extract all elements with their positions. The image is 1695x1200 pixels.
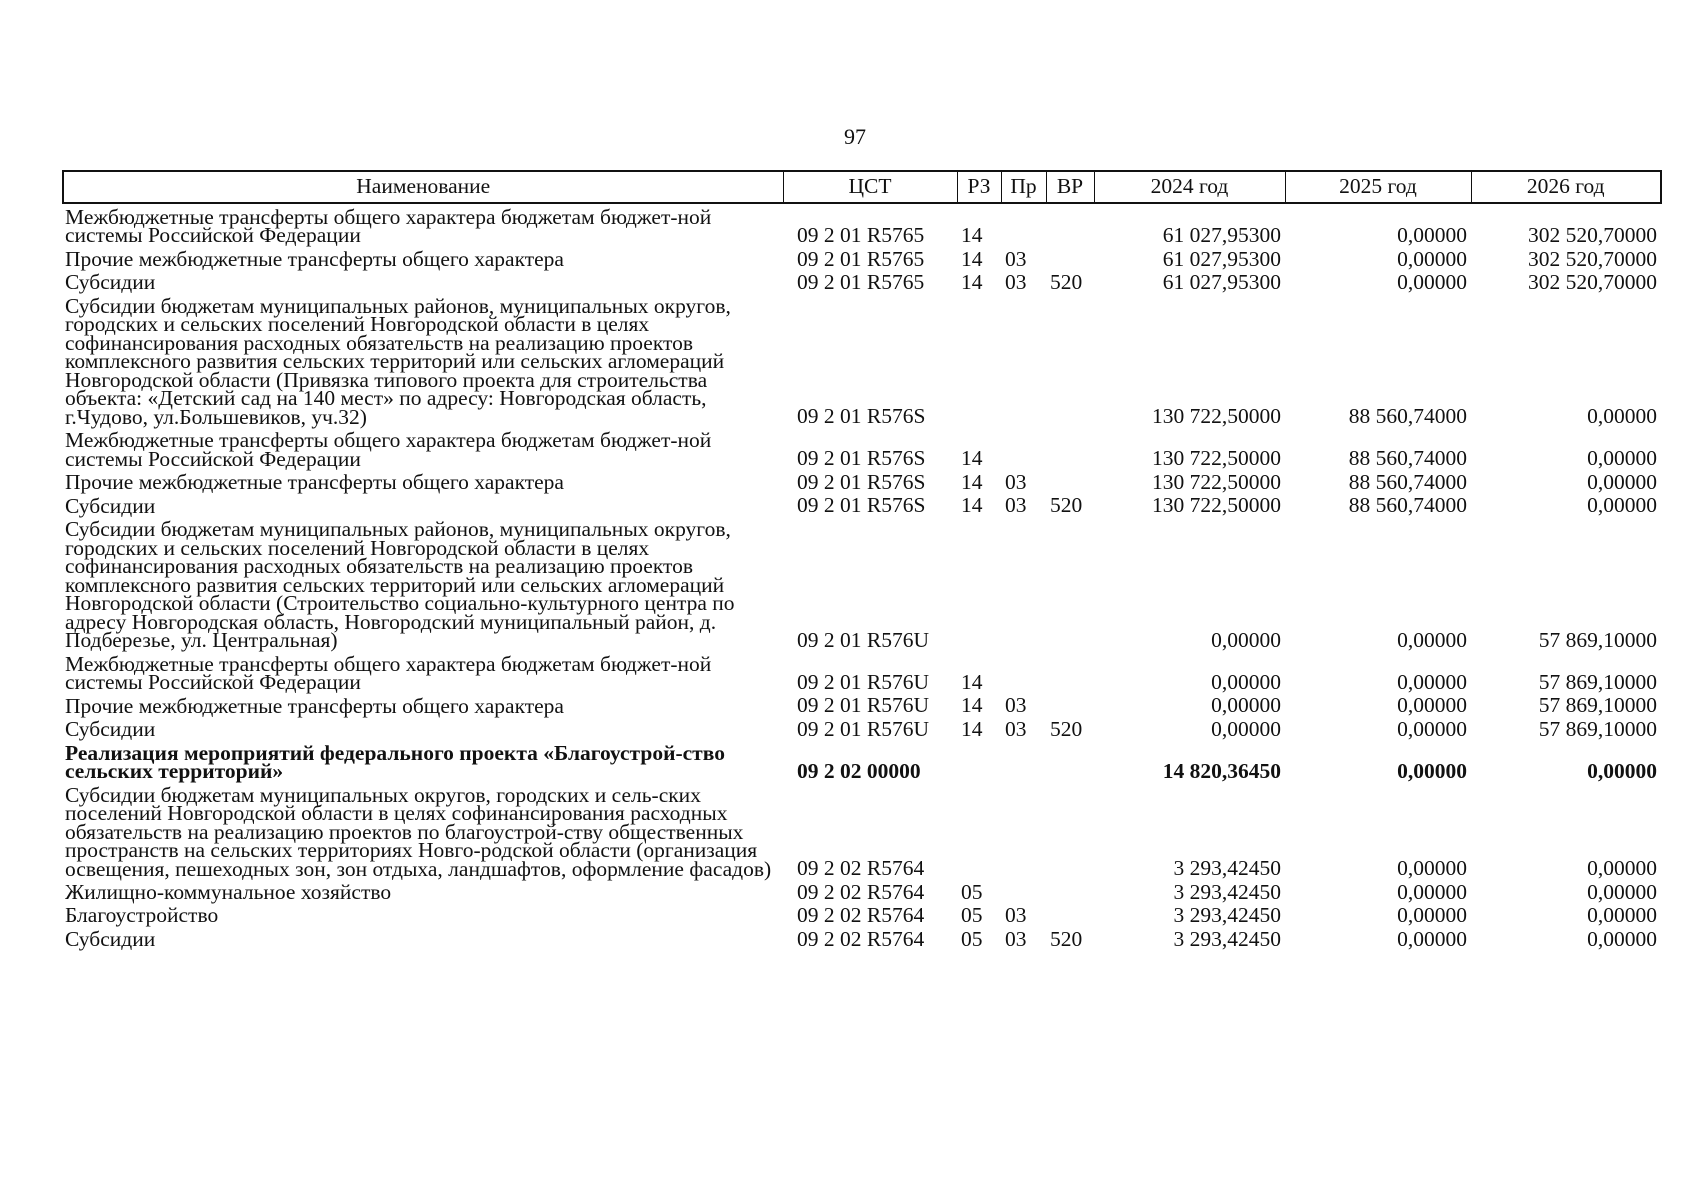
- row-2026-value: 57 869,10000: [1538, 669, 1657, 694]
- row-2026-value: 0,00000: [1587, 469, 1657, 494]
- row-name: Реализация мероприятий федерального проекта «Благоустрой-ство сельских территорий»: [65, 740, 725, 784]
- row-name: Жилищно-коммунальное хозяйство: [65, 879, 392, 904]
- row-rz: 05: [961, 903, 983, 928]
- header-pr: Пр: [1001, 171, 1046, 203]
- row-rz: 14: [961, 270, 983, 295]
- table-row: [63, 926, 1661, 949]
- header-vr: ВР: [1046, 171, 1094, 203]
- row-2025-value: 0,00000: [1397, 926, 1467, 951]
- table-row: [63, 516, 1661, 650]
- row-rz: 14: [961, 716, 983, 741]
- row-2024-value: 0,00000: [1211, 627, 1281, 652]
- row-cst: 09 2 01 R5765: [797, 223, 925, 248]
- row-vr: [1046, 516, 1094, 650]
- row-vr: [1046, 293, 1094, 427]
- table-row: [63, 469, 1661, 492]
- row-cst: 09 2 01 R576U: [797, 627, 929, 652]
- row-pr: 03: [1005, 926, 1027, 951]
- table-row: [63, 651, 1661, 693]
- row-cst: 09 2 02 R5764: [797, 856, 925, 881]
- row-2026-value: 0,00000: [1587, 903, 1657, 928]
- row-2024-value: 61 027,95300: [1162, 246, 1281, 271]
- row-vr: 520: [1050, 493, 1083, 518]
- row-2025-value: 0,00000: [1397, 223, 1467, 248]
- header-cst: ЦСТ: [783, 171, 957, 203]
- table-row: [63, 782, 1661, 879]
- row-2024-value: 3 293,42450: [1173, 879, 1281, 904]
- row-name: Межбюджетные трансферты общего характера бюджетам бюджет-ной системы Российской Федерации: [65, 205, 712, 248]
- row-cst: 09 2 02 R5764: [797, 903, 925, 928]
- row-vr: [1046, 469, 1094, 492]
- page-number: 97: [844, 124, 866, 149]
- row-2024-value: 0,00000: [1211, 716, 1281, 741]
- row-vr: [1046, 203, 1094, 246]
- row-2024-value: 14 820,36450: [1162, 758, 1281, 783]
- row-pr: [1001, 427, 1046, 469]
- header-2024: 2024 год: [1094, 171, 1285, 203]
- row-cst: 09 2 01 R5765: [797, 270, 925, 295]
- table-row: [63, 716, 1661, 739]
- table-row: [63, 493, 1661, 516]
- table-header-row: [63, 171, 1661, 203]
- row-2024-value: 130 722,50000: [1152, 446, 1281, 471]
- row-cst: 09 2 01 R576S: [797, 446, 926, 471]
- row-rz: [957, 740, 1001, 782]
- row-cst: 09 2 01 R576S: [797, 404, 926, 429]
- row-pr: [1001, 782, 1046, 879]
- row-vr: [1046, 427, 1094, 469]
- row-pr: 03: [1005, 693, 1027, 718]
- row-name: Благоустройство: [65, 903, 219, 928]
- row-name: Прочие межбюджетные трансферты общего характера: [65, 246, 564, 271]
- row-rz: 14: [961, 246, 983, 271]
- table-body: [63, 203, 1661, 949]
- row-vr: 520: [1050, 270, 1083, 295]
- row-2026-value: 57 869,10000: [1538, 693, 1657, 718]
- row-2025-value: 88 560,74000: [1348, 469, 1467, 494]
- table-row: [63, 293, 1661, 427]
- row-2025-value: 88 560,74000: [1348, 493, 1467, 518]
- row-2024-value: 61 027,95300: [1162, 223, 1281, 248]
- table-row: [63, 879, 1661, 902]
- row-vr: 520: [1050, 926, 1083, 951]
- row-vr: [1046, 740, 1094, 782]
- row-2025-value: 88 560,74000: [1348, 404, 1467, 429]
- table-row: [63, 693, 1661, 716]
- row-2025-value: 0,00000: [1397, 856, 1467, 881]
- row-cst: 09 2 02 R5764: [797, 879, 925, 904]
- header-name: Наименование: [63, 171, 783, 203]
- row-pr: 03: [1005, 903, 1027, 928]
- row-2026-value: 302 520,70000: [1528, 246, 1657, 271]
- row-2026-value: 0,00000: [1587, 879, 1657, 904]
- header-2026: 2026 год: [1471, 171, 1661, 203]
- row-2026-value: 302 520,70000: [1528, 270, 1657, 295]
- row-pr: [1001, 293, 1046, 427]
- row-cst: 09 2 02 00000: [797, 758, 921, 783]
- row-name: Субсидии бюджетам муниципальных районов, муниципальных округов, городских и сельских поселений Новгородской области в целях софинансирования расходных обязательств на реализацию проектов комплексного развития сельских территорий или сельских агломераций Новгородской области (Привязка типового проекта для строительства объекта: «Детский сад на 140 мест» по адресу: Новгородская область, г.Чудово, ул.Большевиков, уч.32): [65, 293, 731, 429]
- row-cst: 09 2 01 R576S: [797, 493, 926, 518]
- table-row: [63, 740, 1661, 782]
- table-row: [63, 269, 1661, 292]
- row-pr: 03: [1005, 246, 1027, 271]
- row-cst: 09 2 01 R576U: [797, 669, 929, 694]
- row-2024-value: 3 293,42450: [1173, 903, 1281, 928]
- row-2024-value: 130 722,50000: [1152, 469, 1281, 494]
- row-rz: 14: [961, 693, 983, 718]
- row-2026-value: 0,00000: [1587, 493, 1657, 518]
- row-rz: [957, 782, 1001, 879]
- row-2025-value: 0,00000: [1397, 879, 1467, 904]
- row-rz: 05: [961, 926, 983, 951]
- row-vr: [1046, 651, 1094, 693]
- row-name: Прочие межбюджетные трансферты общего характера: [65, 470, 564, 495]
- row-2025-value: 0,00000: [1397, 903, 1467, 928]
- row-2024-value: 130 722,50000: [1152, 493, 1281, 518]
- row-2024-value: 0,00000: [1211, 669, 1281, 694]
- row-2025-value: 0,00000: [1397, 758, 1467, 783]
- row-pr: [1001, 879, 1046, 902]
- row-2026-value: 0,00000: [1587, 926, 1657, 951]
- row-vr: [1046, 879, 1094, 902]
- table-row: [63, 203, 1661, 246]
- row-2025-value: 0,00000: [1397, 270, 1467, 295]
- row-vr: 520: [1050, 716, 1083, 741]
- row-2026-value: 0,00000: [1587, 856, 1657, 881]
- row-pr: 03: [1005, 716, 1027, 741]
- row-2025-value: 0,00000: [1397, 246, 1467, 271]
- row-2026-value: 57 869,10000: [1538, 716, 1657, 741]
- row-name: Субсидии: [65, 717, 156, 742]
- row-cst: 09 2 02 R5764: [797, 926, 925, 951]
- row-rz: 14: [961, 223, 983, 248]
- row-2025-value: 0,00000: [1397, 627, 1467, 652]
- row-2024-value: 0,00000: [1211, 693, 1281, 718]
- table-row: [63, 246, 1661, 269]
- row-name: Субсидии бюджетам муниципальных районов, муниципальных округов, городских и сельских поселений Новгородской области в целях софинансирования расходных обязательств на реализацию проектов комплексного развития сельских территорий или сельских агломераций Новгородской области (Строительство социально-культурного центра по адресу Новгородская область, Новгородский муниципальный район, д. Подберезье, ул. Центральная): [65, 517, 735, 653]
- row-name: Субсидии: [65, 270, 156, 295]
- row-rz: [957, 293, 1001, 427]
- row-rz: 14: [961, 446, 983, 471]
- row-name: Межбюджетные трансферты общего характера бюджетам бюджет-ной системы Российской Федерации: [65, 428, 712, 471]
- row-name: Прочие межбюджетные трансферты общего характера: [65, 693, 564, 718]
- row-name: Субсидии: [65, 926, 156, 951]
- row-2025-value: 0,00000: [1397, 693, 1467, 718]
- row-rz: [957, 516, 1001, 650]
- row-cst: 09 2 01 R576U: [797, 716, 929, 741]
- row-pr: 03: [1005, 493, 1027, 518]
- row-cst: 09 2 01 R5765: [797, 246, 925, 271]
- row-2024-value: 61 027,95300: [1162, 270, 1281, 295]
- row-rz: 14: [961, 469, 983, 494]
- row-vr: [1046, 246, 1094, 269]
- row-vr: [1046, 693, 1094, 716]
- row-name: Субсидии бюджетам муниципальных округов, городских и сель-ских поселений Новгородской области в целях софинансирования расходных обязательств на реализацию проектов по благоустрой-ству общественных пространств на сельских территориях Новго-родской области (организация освещения, пешеходных зон, зон отдыха, ландшафтов, оформление фасадов): [65, 782, 772, 881]
- row-vr: [1046, 902, 1094, 925]
- row-pr: 03: [1005, 469, 1027, 494]
- table-row: [63, 902, 1661, 925]
- row-2026-value: 0,00000: [1587, 758, 1657, 783]
- row-pr: 03: [1005, 270, 1027, 295]
- row-cst: 09 2 01 R576U: [797, 693, 929, 718]
- table-row: [63, 427, 1661, 469]
- row-2026-value: 57 869,10000: [1538, 627, 1657, 652]
- row-2025-value: 0,00000: [1397, 669, 1467, 694]
- row-rz: 05: [961, 879, 983, 904]
- row-2024-value: 3 293,42450: [1173, 926, 1281, 951]
- header-2025: 2025 год: [1285, 171, 1471, 203]
- budget-table: [62, 170, 1662, 949]
- row-pr: [1001, 651, 1046, 693]
- row-2026-value: 0,00000: [1587, 446, 1657, 471]
- row-cst: 09 2 01 R576S: [797, 469, 926, 494]
- row-pr: [1001, 740, 1046, 782]
- row-vr: [1046, 782, 1094, 879]
- row-2026-value: 0,00000: [1587, 404, 1657, 429]
- row-2025-value: 88 560,74000: [1348, 446, 1467, 471]
- row-2026-value: 302 520,70000: [1528, 223, 1657, 248]
- row-2024-value: 3 293,42450: [1173, 856, 1281, 881]
- row-2024-value: 130 722,50000: [1152, 404, 1281, 429]
- row-rz: 14: [961, 493, 983, 518]
- header-rz: РЗ: [957, 171, 1001, 203]
- row-name: Межбюджетные трансферты общего характера бюджетам бюджет-ной системы Российской Федерации: [65, 651, 712, 695]
- row-pr: [1001, 203, 1046, 246]
- row-rz: 14: [961, 669, 983, 694]
- row-2025-value: 0,00000: [1397, 716, 1467, 741]
- row-name: Субсидии: [65, 493, 156, 518]
- row-pr: [1001, 516, 1046, 650]
